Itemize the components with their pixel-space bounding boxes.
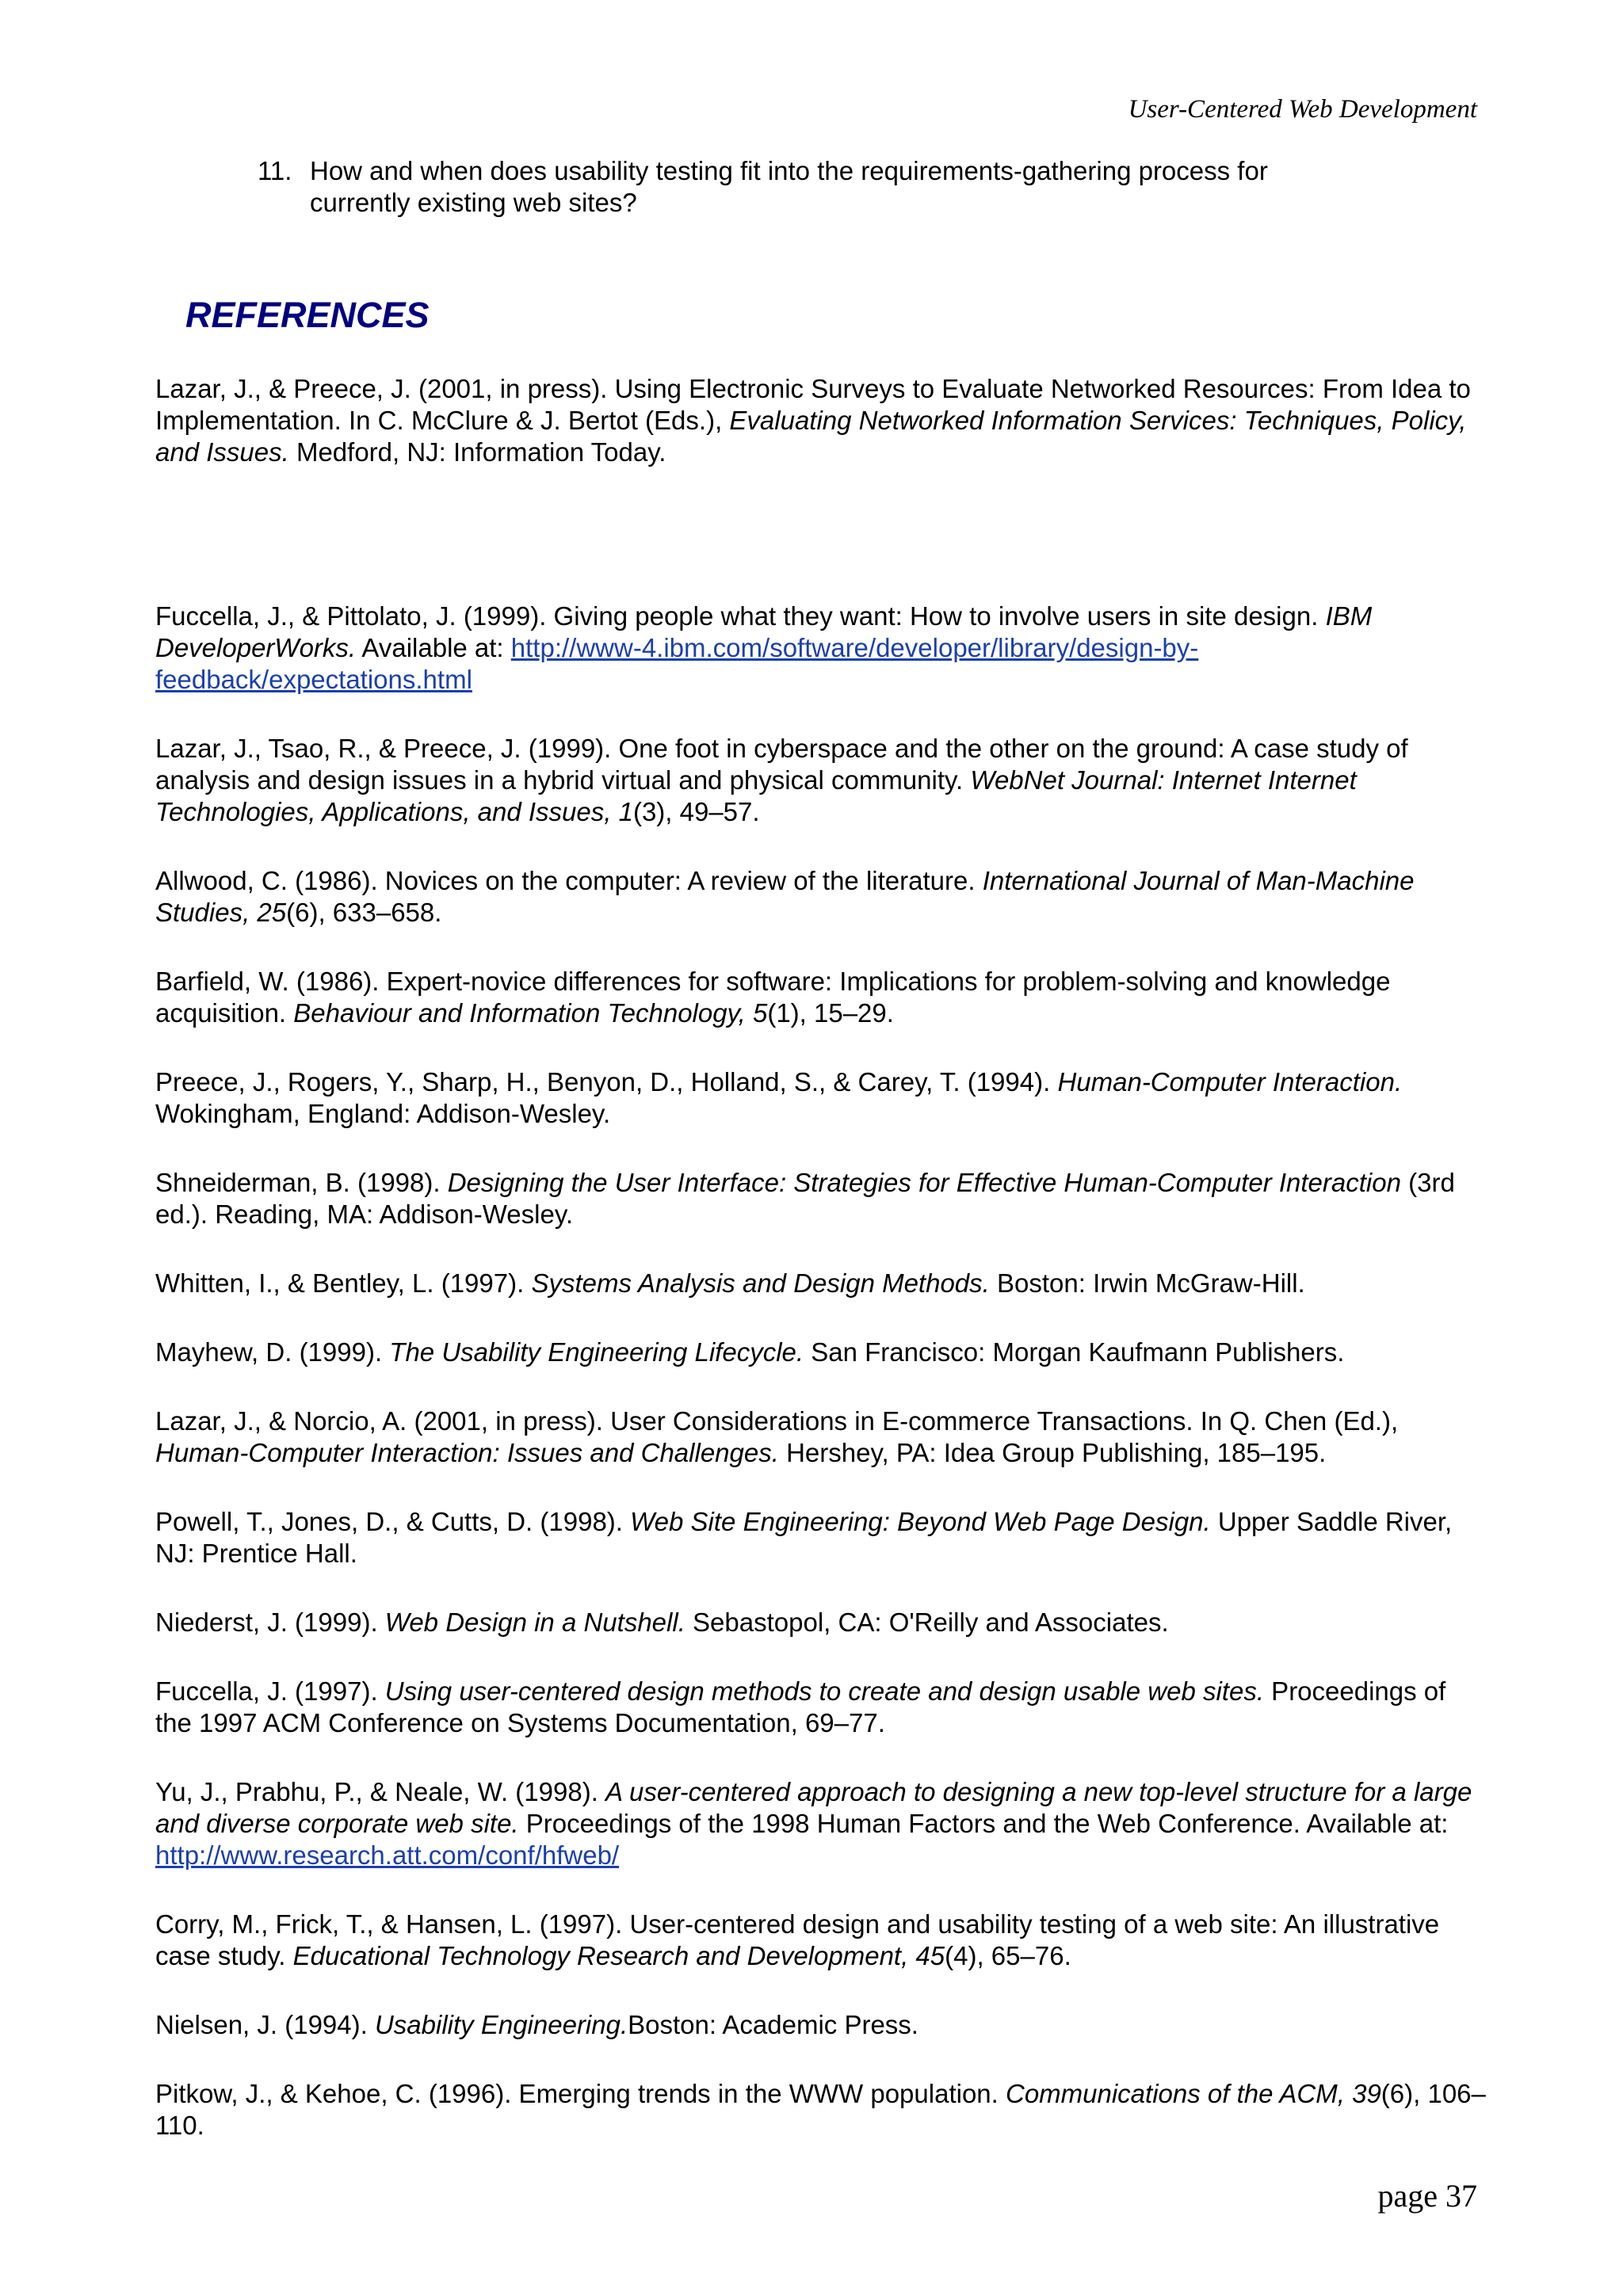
- references-heading: REFERENCES: [185, 295, 430, 335]
- reference-text: Fuccella, J., & Pittolato, J. (1999). Giving people what they want: How to involve users in site design.: [155, 601, 1326, 631]
- reference-text: Wokingham, England: Addison-Wesley.: [155, 1099, 611, 1128]
- page-number: page 37: [1377, 2178, 1477, 2214]
- reference-text: Proceedings of the 1998 Human Factors and the Web Conference. Available at:: [518, 1809, 1449, 1838]
- reference-text: Boston: Irwin McGraw-Hill.: [989, 1268, 1305, 1298]
- reference-title: Evaluating Networked Information Services: Techniques, Policy, and Issues.: [155, 406, 1467, 467]
- reference-item: [155, 601, 1487, 696]
- reference-text: Pitkow, J., & Kehoe, C. (1996). Emerging trends in the WWW population.: [155, 2079, 1006, 2108]
- reference-title: Web Site Engineering: Beyond Web Page Design.: [630, 1507, 1211, 1536]
- reference-item: [155, 1776, 1487, 1871]
- reference-text: (6), 633–658.: [286, 898, 442, 927]
- reference-item: [155, 1167, 1487, 1230]
- reference-text: Nielsen, J. (1994).: [155, 2010, 375, 2039]
- reference-text: Proceedings of the 1997 ACM Conference on Systems Documentation, 69–77.: [155, 1676, 1446, 1737]
- reference-text: Corry, M., Frick, T., & Hansen, L. (1997). User-centered design and usability testing of a web site: An illustrative case study.: [155, 1909, 1440, 1970]
- reference-title: Communications of the ACM, 39: [1005, 2079, 1381, 2108]
- reference-title: Behaviour and Information Technology, 5: [293, 998, 768, 1028]
- reference-item: [155, 1405, 1487, 1469]
- reference-title: Educational Technology Research and Development, 45: [292, 1941, 945, 1970]
- reference-text: Mayhew, D. (1999).: [155, 1337, 390, 1367]
- reference-item: [155, 1676, 1487, 1739]
- reference-title: International Journal of Man-Machine Studies, 25: [155, 866, 1415, 927]
- reference-text: (1), 15–29.: [767, 998, 894, 1028]
- reference-title: Designing the User Interface: Strategies for Effective Human-Computer Interaction: [447, 1168, 1401, 1197]
- references-list: [155, 373, 1487, 2179]
- reference-text: Whitten, I., & Bentley, L. (1997).: [155, 1268, 532, 1298]
- reference-title: A user-centered approach to designing a new top-level structure for a large and diverse corporate web site.: [155, 1777, 1472, 1838]
- reference-item: [155, 1607, 1487, 1638]
- reference-text: Medford, NJ: Information Today.: [288, 437, 666, 467]
- reference-text: Available at:: [356, 633, 511, 662]
- reference-text: (6), 106–110.: [155, 2079, 1486, 2140]
- reference-text: Upper Saddle River, NJ: Prentice Hall.: [155, 1507, 1453, 1568]
- reference-text: Allwood, C. (1986). Novices on the computer: A review of the literature.: [155, 866, 983, 895]
- reference-text: (3), 49–57.: [632, 797, 760, 826]
- reference-link[interactable]: http://www.research.att.com/conf/hfweb/: [155, 1840, 620, 1870]
- reference-text: Hershey, PA: Idea Group Publishing, 185–195.: [778, 1438, 1327, 1467]
- reference-text: Fuccella, J. (1997).: [155, 1676, 385, 1706]
- reference-text: Lazar, J., Tsao, R., & Preece, J. (1999). One foot in cyberspace and the other on the ground: A case study of analysis and design issues in a hybrid virtual and physical community.: [155, 734, 1408, 795]
- reference-item: [155, 1506, 1487, 1569]
- reference-title: Web Design in a Nutshell.: [384, 1608, 685, 1637]
- reference-item: [155, 1909, 1487, 1972]
- reference-item: [155, 966, 1487, 1029]
- reference-title: WebNet Journal: Internet Internet Technologies, Applications, and Issues, 1: [155, 765, 1357, 826]
- reference-text: Lazar, J., & Preece, J. (2001, in press). Using Electronic Surveys to Evaluate Networked Resources: From Idea to Implementation. In C. McClure & J. Bertot (Eds.),: [155, 374, 1471, 435]
- reference-item: [155, 733, 1487, 828]
- running-header: User-Centered Web Development: [1128, 95, 1477, 124]
- reference-text: Boston: Academic Press.: [628, 2010, 918, 2039]
- reference-title: Usability Engineering.: [374, 2010, 628, 2039]
- reference-item: [155, 1268, 1487, 1299]
- reference-item: [155, 865, 1487, 929]
- reference-text: San Francisco: Morgan Kaufmann Publishers.: [804, 1337, 1345, 1367]
- reference-text: Yu, J., Prabhu, P., & Neale, W. (1998).: [155, 1777, 606, 1806]
- reference-title: Human-Computer Interaction: Issues and Challenges.: [155, 1438, 779, 1467]
- reference-link[interactable]: http://www-4.ibm.com/software/developer/library/design-by-feedback/expectations.html: [155, 633, 1199, 694]
- reference-text: (3rd ed.). Reading, MA: Addison-Wesley.: [155, 1168, 1455, 1229]
- reference-text: (4), 65–76.: [945, 1941, 1071, 1970]
- reference-text: Shneiderman, B. (1998).: [155, 1168, 448, 1197]
- reference-title: Human-Computer Interaction.: [1057, 1067, 1403, 1097]
- reference-item: [155, 2009, 1487, 2041]
- reference-title: Using user-centered design methods to create and design usable web sites.: [384, 1676, 1265, 1706]
- reference-title: IBM DeveloperWorks.: [155, 601, 1373, 662]
- reference-item: [155, 2078, 1487, 2142]
- question-text: How and when does usability testing fit into the requirements-gathering process for currently existing web sites?: [310, 156, 1268, 217]
- reference-text: Barfield, W. (1986). Expert-novice differences for software: Implications for problem-solving and knowledge acquisition.: [155, 967, 1391, 1028]
- reference-text: Niederst, J. (1999).: [155, 1608, 385, 1637]
- reference-item: [155, 1066, 1487, 1130]
- reference-text: Powell, T., Jones, D., & Cutts, D. (1998).: [155, 1507, 631, 1536]
- reference-text: Preece, J., Rogers, Y., Sharp, H., Benyon, D., Holland, S., & Carey, T. (1994).: [155, 1067, 1058, 1097]
- question-number: 11.: [258, 156, 292, 185]
- reference-title: Systems Analysis and Design Methods.: [531, 1268, 990, 1298]
- reference-text: Sebastopol, CA: O'Reilly and Associates.: [685, 1608, 1169, 1637]
- reference-text: Lazar, J., & Norcio, A. (2001, in press). User Considerations in E-commerce Transactions. In Q. Chen (Ed.),: [155, 1406, 1399, 1436]
- reference-title: The Usability Engineering Lifecycle.: [389, 1337, 804, 1367]
- reference-item: [155, 373, 1487, 468]
- reference-item: [155, 1337, 1487, 1368]
